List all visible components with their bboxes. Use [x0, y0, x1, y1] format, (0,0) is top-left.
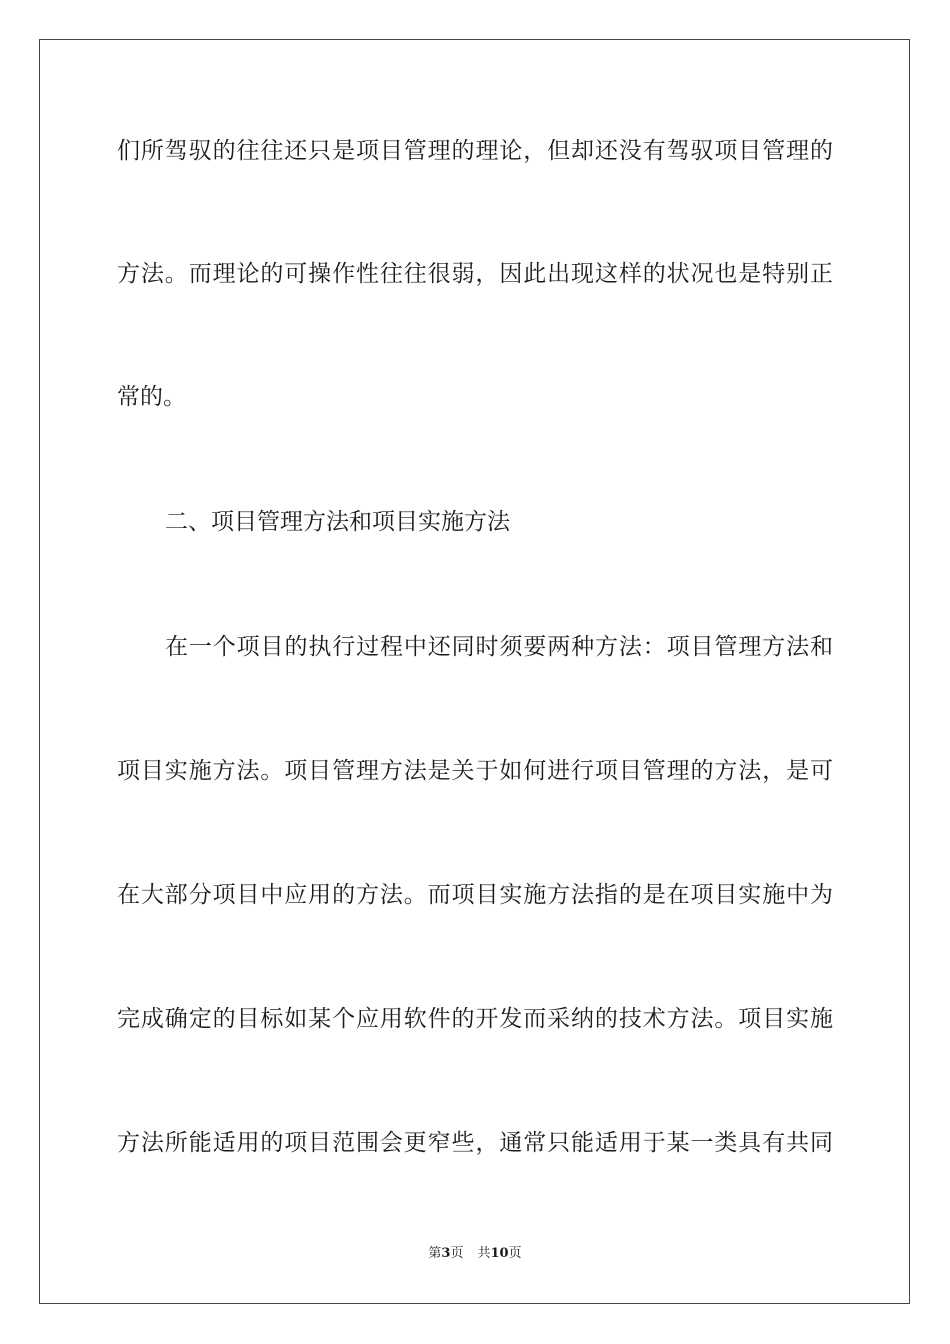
- body-line-5: 在一个项目的执行过程中还同时须要两种方法：项目管理方法和: [165, 634, 833, 660]
- page-border: [39, 39, 910, 1304]
- page-suffix: 页: [450, 1246, 464, 1261]
- page-footer: [0, 1245, 950, 1263]
- total-prefix: 共: [477, 1246, 491, 1261]
- page-total: 10: [490, 1246, 509, 1261]
- page-prefix: 第: [428, 1246, 442, 1261]
- body-line-1: 们所驾驭的往往还只是项目管理的理论，但却还没有驾驭项目管理的: [117, 138, 833, 164]
- body-line-7: 在大部分项目中应用的方法。而项目实施方法指的是在项目实施中为: [117, 882, 833, 908]
- body-line-8: 完成确定的目标如某个应用软件的开发而采纳的技术方法。项目实施: [117, 1006, 833, 1032]
- body-line-2: 方法。而理论的可操作性往往很弱，因此出现这样的状况也是特别正: [117, 261, 833, 287]
- body-line-6: 项目实施方法。项目管理方法是关于如何进行项目管理的方法，是可: [117, 758, 833, 784]
- page-current: 3: [441, 1246, 451, 1261]
- body-line-3: 常的。: [117, 384, 186, 410]
- section-heading: 二、项目管理方法和项目实施方法: [165, 509, 510, 535]
- body-line-9: 方法所能适用的项目范围会更窄些，通常只能适用于某一类具有共同: [117, 1130, 833, 1156]
- total-suffix: 页: [508, 1246, 522, 1261]
